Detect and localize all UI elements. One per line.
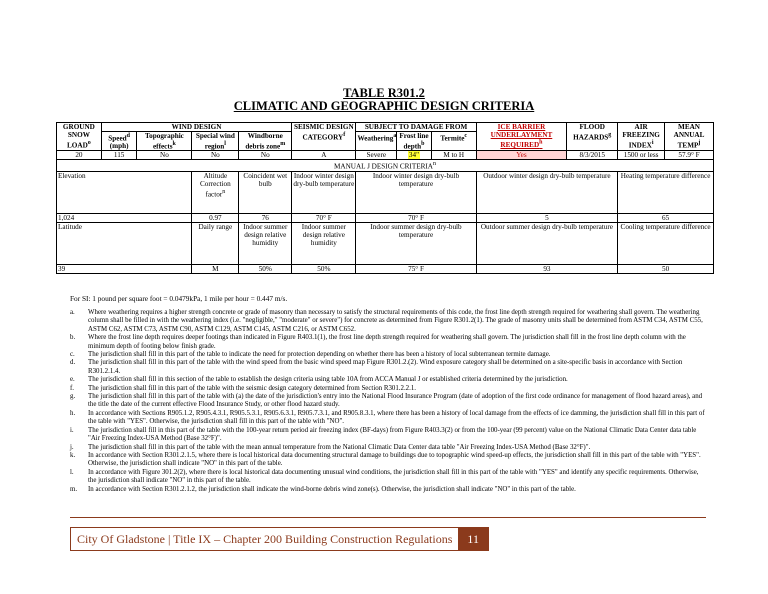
label-indoor-winter-1: Indoor winter design dry-bulb temperature [292, 171, 356, 213]
value-cooling-diff: 50 [618, 264, 714, 273]
label-latitude: Latitude [57, 222, 192, 264]
footnote-item [70, 451, 708, 469]
footnote-text: The jurisdiction shall fill in this part of the table with (a) the date of the jurisdiction's entry into the National Flood Insurance Program (date of adoption of the first code ordinance for management of flood hazard areas), and the title the date of the current effective Flood Insurance Study, or other flood hazard study. [88, 393, 703, 409]
footnote-text: The jurisdiction shall fill in this part of the table with the mean annual temperature from the National Climatic Data Center data table "Air Freezing Index-USA Method (Base 32°F)". [88, 443, 591, 451]
value-elevation: 1,024 [57, 213, 192, 222]
value-heating-diff: 65 [618, 213, 714, 222]
footnotes [70, 309, 708, 494]
label-indoor-summer-db: Indoor summer design dry-bulb temperature [356, 222, 476, 264]
header-frost: Frost line depth$^b$ [397, 132, 432, 151]
footnote-letter: j. [70, 443, 74, 451]
value-latitude: 39 [57, 264, 192, 273]
label-coincident-wet-bulb: Coincident wet bulb [239, 171, 292, 213]
value-indoor-rh-2: 50% [292, 264, 356, 273]
value-special: No [192, 151, 239, 160]
manual-j-labels-1 [57, 171, 714, 213]
footnote-text: The jurisdiction shall fill in this part of the table with the seismic design category determined from Section R301.2.2.1. [88, 384, 417, 392]
value-flood: 8/3/2015 [567, 151, 618, 160]
label-outdoor-summer: Outdoor summer design dry-bulb temperature [476, 222, 618, 264]
value-daily-range: M [192, 264, 239, 273]
label-outdoor-winter: Outdoor winter design dry-bulb temperature [476, 171, 618, 213]
footnote-item [70, 393, 708, 410]
value-wet-bulb: 76 [239, 213, 292, 222]
header-flood: FLOOD HAZARDS$^g$ [567, 123, 618, 151]
footnote-item [70, 309, 708, 334]
label-indoor-summer-rh-1: Indoor summer design relative humidity [239, 222, 292, 264]
header-mean-temp: MEAN ANNUAL TEMP$^j$ [665, 123, 714, 151]
footnote-text: Where the frost line depth requires deeper footings than indicated in Figure R403.1(1), the frost line depth strength required for weathering shall govern. The jurisdiction shall fill in the frost line depth column with the minimum depth of footing below finish grade. [88, 334, 686, 350]
footnote-letter: a. [70, 309, 75, 316]
header-ground-snow: GROUND SNOW LOAD$^o$ [57, 123, 102, 151]
footnote-letter: d. [70, 359, 76, 367]
label-cooling-diff: Cooling temperature difference [618, 222, 714, 264]
header-termite: Termite$^c$ [431, 132, 476, 151]
value-air: 1500 or less [618, 151, 665, 160]
label-daily-range: Daily range [192, 222, 239, 264]
value-snow: 20 [57, 151, 102, 160]
value-speed: 115 [101, 151, 137, 160]
value-indoor-winter-1: 70° F [292, 213, 356, 222]
footnote-text: In accordance with Sections R905.1.2, R905.4.3.1, R905.5.3.1, R905.6.3.1, R905.7.3.1, and R905.8.3.1, where there has been a history of local damage from the effects of ice damming, the jurisdiction shall fill in this part of the table with "YES". Otherwise, the jurisdiction shall fill in this part of the table with "NO". [88, 409, 705, 426]
footer-rule [70, 517, 706, 518]
footnote-item [70, 443, 708, 452]
value-indoor-summer-db: 75° F [356, 264, 476, 273]
header-topo: Topographic effects$^k$ [137, 132, 192, 151]
manual-j-heading: MANUAL J DESIGN CRITERIA$^n$ [57, 160, 714, 171]
table-title-block [0, 87, 768, 113]
page-number: 11 [458, 528, 488, 550]
value-topo: No [137, 151, 192, 160]
value-outdoor-winter: 5 [476, 213, 618, 222]
footer-title: City Of Gladstone | Title IX – Chapter 200 Building Construction Regulations [77, 531, 453, 546]
footnote-text: In accordance with Section R301.2.1.2, the jurisdiction shall indicate the wind-borne debris wind zone(s). Otherwise, the jurisdiction shall indicate "NO" in this part of the table. [88, 485, 576, 493]
footnote-letter: m. [70, 485, 78, 493]
footnote-letter: g. [70, 393, 76, 401]
footnote-letter: b. [70, 334, 76, 342]
page-footer [70, 527, 489, 551]
footnote-text: In accordance with Figure 301.2(2), where there is local historical data documenting unusual wind conditions, the jurisdiction shall fill in this part of the table with "YES" and identify any specific requirements. Otherwise, the jurisdiction shall indicate "NO" in this part of the table. [88, 468, 699, 485]
footnote-letter: k. [70, 451, 76, 459]
value-windborne: No [239, 151, 292, 160]
value-termite: M to H [431, 151, 476, 160]
header-weathering: Weathering$^a$ [356, 132, 397, 151]
value-mean: 57.9° F [665, 151, 714, 160]
header-windborne: Windborne debris zone$^m$ [239, 132, 292, 151]
design-criteria-table [56, 122, 714, 274]
header-subject-to-damage: SUBJECT TO DAMAGE FROM [356, 123, 476, 132]
value-altitude-factor: 0.97 [192, 213, 239, 222]
footnote-item [70, 384, 708, 393]
value-weathering: Severe [356, 151, 397, 160]
label-elevation: Elevation [57, 171, 192, 213]
value-indoor-rh-1: 50% [239, 264, 292, 273]
footnote-text: The jurisdiction shall fill in this part of the table with the wind speed from the basic wind speed map Figure R301.2.(2). Wind exposure category shall be determined on a site-specific basis in accordance with Section R301.2.1.4. [88, 359, 683, 375]
header-air-freezing: AIR FREEZING INDEX$^i$ [618, 123, 665, 151]
footnote-text: Where weathering requires a higher strength concrete or grade of masonry than necessary to satisfy the structural requirements of this code, the frost line depth strength required for weathering shall govern. The weathering column shall be filled in with the weathering index (i.e. "negligible," "moderate" or severe") for concrete as determined from Figure R301.2(1). The grade of masonry units shall be determined from ASTM C34, ASTM C55, ASTM C62, ASTM C73, ASTM C90, ASTM C129, ASTM C145, ASTM C216, or ASTM C652. [88, 309, 703, 333]
header-seismic: SEISMIC DESIGN CATEGORY$^f$ [292, 123, 356, 151]
footnote-item [70, 376, 708, 384]
header-row-1 [57, 123, 714, 132]
value-outdoor-summer: 93 [476, 264, 618, 273]
manual-j-labels-2 [57, 222, 714, 264]
header-ice-barrier: ICE BARRIER UNDERLAYMENT REQUIRED$^h$ [476, 123, 567, 151]
header-speed: Speed$^d$ (mph) [101, 132, 137, 151]
footnote-item [70, 351, 708, 359]
footnote-letter: l. [70, 468, 74, 476]
manual-j-values-2 [57, 264, 714, 273]
footnote-letter: c. [70, 351, 75, 359]
header-wind-design: WIND DESIGN [101, 123, 291, 132]
footnote-letter: i. [70, 426, 74, 434]
table-caption: CLIMATIC AND GEOGRAPHIC DESIGN CRITERIA [233, 99, 535, 113]
values-row [57, 151, 714, 160]
label-indoor-winter-2: Indoor winter design dry-bulb temperature [356, 171, 476, 213]
footnote-item [70, 359, 708, 376]
value-indoor-winter-2: 70° F [356, 213, 476, 222]
label-indoor-summer-rh-2: Indoor summer design relative humidity [292, 222, 356, 264]
footnote-letter: e. [70, 376, 75, 384]
footnote-text: In accordance with Section R301.2.1.5, where there is local historical data documenting structural damage to buildings due to topographic wind speed-up effects, the jurisdiction shall fill in this part of the table with "YES". Otherwise, the jurisdiction shall indicate "NO" in this part of the table. [88, 451, 701, 468]
footnote-item [70, 409, 708, 427]
value-frost: 34" [397, 151, 432, 160]
manual-j-values-1 [57, 213, 714, 222]
footnote-item [70, 426, 708, 444]
si-conversion-note: For SI: 1 pound per square foot = 0.0479kPa, 1 mile per hour = 0.447 m/s. [70, 294, 288, 303]
table-number: TABLE R301.2 [343, 86, 425, 100]
footnote-text: The jurisdiction shall fill in this part of the table to indicate the need for protection depending on whether there has been a history of local subterranean termite damage. [88, 351, 551, 359]
value-ice: Yes [476, 151, 567, 160]
footnote-item [70, 334, 708, 351]
label-altitude-factor: Altitude Correction factor$^n$ [192, 171, 239, 213]
footnote-letter: f. [70, 384, 75, 392]
footnote-letter: h. [70, 409, 76, 417]
manual-j-heading-row [57, 160, 714, 171]
footnote-item [70, 468, 708, 486]
value-seismic: A [292, 151, 356, 160]
footnote-text: The jurisdiction shall fill in this section of the table to establish the design criteria using table 10A from ACCA Manual J or established criteria determined by the jurisdiction. [88, 376, 568, 384]
footnote-text: The jurisdiction shall fill in this part of the table with the 100-year return period air freezing index (BF-days) from Figure R403.3(2) or from the 100-year (99 percent) value on the National Climatic Data Center data table "Air Freezing Index-USA Method (Base 32°F)". [88, 426, 697, 443]
footnote-item [70, 485, 708, 494]
label-heating-diff: Heating temperature difference [618, 171, 714, 213]
header-special: Special wind region$^l$ [192, 132, 239, 151]
